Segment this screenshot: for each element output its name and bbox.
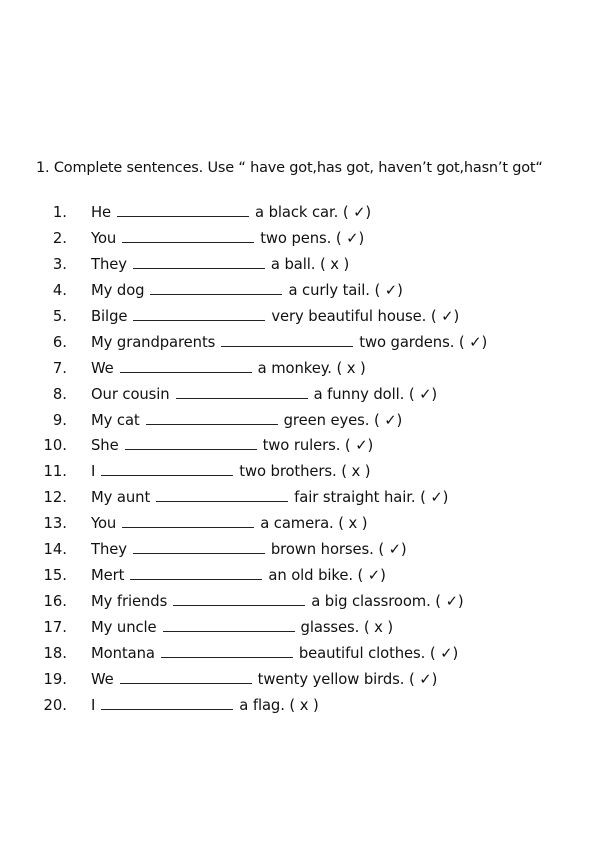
item-rest: an old bike. ( ✓) xyxy=(268,567,386,585)
item-rest: fair straight hair. ( ✓) xyxy=(294,489,449,507)
item-rest: a funny doll. ( ✓) xyxy=(313,385,438,403)
exercise-item xyxy=(0,334,601,360)
item-number: 15. xyxy=(43,567,67,585)
answer-blank[interactable] xyxy=(161,656,293,658)
item-rest: brown horses. ( ✓) xyxy=(270,541,407,559)
item-sentence xyxy=(91,489,448,506)
item-rest: beautiful clothes. ( ✓) xyxy=(298,644,459,662)
item-number: 10. xyxy=(43,437,67,455)
answer-blank[interactable] xyxy=(150,293,282,295)
item-subject: My friends xyxy=(91,593,168,611)
exercise-item xyxy=(0,308,601,334)
item-subject: They xyxy=(91,255,127,273)
item-number: 12. xyxy=(43,489,67,507)
item-sentence xyxy=(91,541,407,558)
item-rest: green eyes. ( ✓) xyxy=(283,411,403,429)
item-number: 14. xyxy=(43,541,67,559)
item-number: 4. xyxy=(52,281,67,299)
item-number: 5. xyxy=(52,307,67,325)
item-rest: very beautiful house. ( ✓) xyxy=(271,307,460,325)
exercise-item xyxy=(0,360,601,386)
item-rest: a big classroom. ( ✓) xyxy=(311,593,464,611)
answer-blank[interactable] xyxy=(133,267,265,269)
exercise-item xyxy=(0,541,601,567)
item-sentence xyxy=(91,593,464,610)
item-number: 2. xyxy=(52,229,67,247)
item-subject: He xyxy=(91,204,112,221)
item-subject: Bilge xyxy=(91,307,128,325)
item-subject: She xyxy=(91,437,119,455)
item-sentence xyxy=(91,697,319,714)
answer-blank[interactable] xyxy=(120,682,252,684)
item-sentence xyxy=(91,386,437,403)
item-subject: You xyxy=(91,229,117,247)
answer-blank[interactable] xyxy=(120,371,252,373)
item-sentence xyxy=(91,282,403,299)
item-sentence xyxy=(91,567,386,584)
item-sentence xyxy=(91,412,402,429)
item-number: 9. xyxy=(52,411,67,429)
exercise-item xyxy=(0,412,601,438)
exercise-item xyxy=(0,282,601,308)
item-rest: a black car. ( ✓) xyxy=(255,204,372,221)
item-subject: My aunt xyxy=(91,489,151,507)
exercise-item xyxy=(0,645,601,671)
answer-blank[interactable] xyxy=(221,345,353,347)
answer-blank[interactable] xyxy=(101,474,233,476)
exercise-item xyxy=(0,671,601,697)
item-subject: My grandparents xyxy=(91,333,216,351)
item-number: 19. xyxy=(43,670,67,688)
answer-blank[interactable] xyxy=(176,397,308,399)
item-subject: I xyxy=(91,463,96,481)
item-number: 3. xyxy=(52,255,67,273)
exercise-item xyxy=(0,437,601,463)
item-number: 18. xyxy=(43,644,67,662)
exercise-item xyxy=(0,619,601,645)
exercise-list xyxy=(0,204,601,723)
exercise-item xyxy=(0,593,601,619)
item-sentence xyxy=(91,437,373,454)
item-rest: two brothers. ( x ) xyxy=(239,463,371,481)
answer-blank[interactable] xyxy=(163,630,295,632)
exercise-item xyxy=(0,204,601,230)
item-rest: two gardens. ( ✓) xyxy=(359,333,488,351)
item-rest: a flag. ( x ) xyxy=(239,696,319,714)
item-subject: We xyxy=(91,359,114,377)
item-rest: a camera. ( x ) xyxy=(260,515,368,533)
item-sentence xyxy=(91,308,459,325)
exercise-item xyxy=(0,463,601,489)
item-subject: My uncle xyxy=(91,619,157,636)
answer-blank[interactable] xyxy=(122,526,254,528)
answer-blank[interactable] xyxy=(156,500,288,502)
exercise-item xyxy=(0,567,601,593)
item-number: 11. xyxy=(43,463,67,481)
item-subject: We xyxy=(91,670,114,688)
item-number: 13. xyxy=(43,515,67,533)
item-sentence xyxy=(91,334,487,351)
item-sentence xyxy=(91,619,393,636)
item-number: 17. xyxy=(43,619,67,636)
answer-blank[interactable] xyxy=(101,708,233,710)
exercise-instruction: 1. Complete sentences. Use “ have got,has got, haven’t got,hasn’t got“ xyxy=(36,160,543,176)
item-sentence xyxy=(91,645,458,662)
item-number: 16. xyxy=(43,593,67,611)
item-sentence xyxy=(91,671,437,688)
answer-blank[interactable] xyxy=(122,241,254,243)
item-rest: a ball. ( x ) xyxy=(270,255,350,273)
item-rest: a monkey. ( x ) xyxy=(257,359,366,377)
item-number: 7. xyxy=(52,359,67,377)
answer-blank[interactable] xyxy=(173,604,305,606)
item-sentence xyxy=(91,256,349,273)
answer-blank[interactable] xyxy=(146,423,278,425)
item-number: 1. xyxy=(52,204,67,221)
answer-blank[interactable] xyxy=(130,578,262,580)
exercise-item xyxy=(0,386,601,412)
exercise-item xyxy=(0,230,601,256)
item-sentence xyxy=(91,515,367,532)
exercise-item xyxy=(0,256,601,282)
item-subject: Mert xyxy=(91,567,125,585)
exercise-item xyxy=(0,515,601,541)
item-rest: twenty yellow birds. ( ✓) xyxy=(257,670,438,688)
answer-blank[interactable] xyxy=(125,448,257,450)
item-number: 20. xyxy=(43,696,67,714)
item-rest: a curly tail. ( ✓) xyxy=(288,281,403,299)
item-number: 8. xyxy=(52,385,67,403)
item-rest: glasses. ( x ) xyxy=(300,619,394,636)
answer-blank[interactable] xyxy=(117,215,249,217)
item-rest: two pens. ( ✓) xyxy=(260,229,365,247)
item-sentence xyxy=(91,230,364,247)
item-subject: My cat xyxy=(91,411,140,429)
item-subject: I xyxy=(91,696,96,714)
item-sentence xyxy=(91,360,366,377)
item-subject: Montana xyxy=(91,644,155,662)
item-subject: Our cousin xyxy=(91,385,170,403)
item-sentence xyxy=(91,463,370,480)
exercise-item xyxy=(0,489,601,515)
item-sentence xyxy=(91,204,371,221)
item-number: 6. xyxy=(52,333,67,351)
item-subject: You xyxy=(91,515,117,533)
item-subject: My dog xyxy=(91,281,145,299)
exercise-item xyxy=(0,697,601,723)
answer-blank[interactable] xyxy=(133,552,265,554)
answer-blank[interactable] xyxy=(133,319,265,321)
item-rest: two rulers. ( ✓) xyxy=(262,437,374,455)
item-subject: They xyxy=(91,541,127,559)
